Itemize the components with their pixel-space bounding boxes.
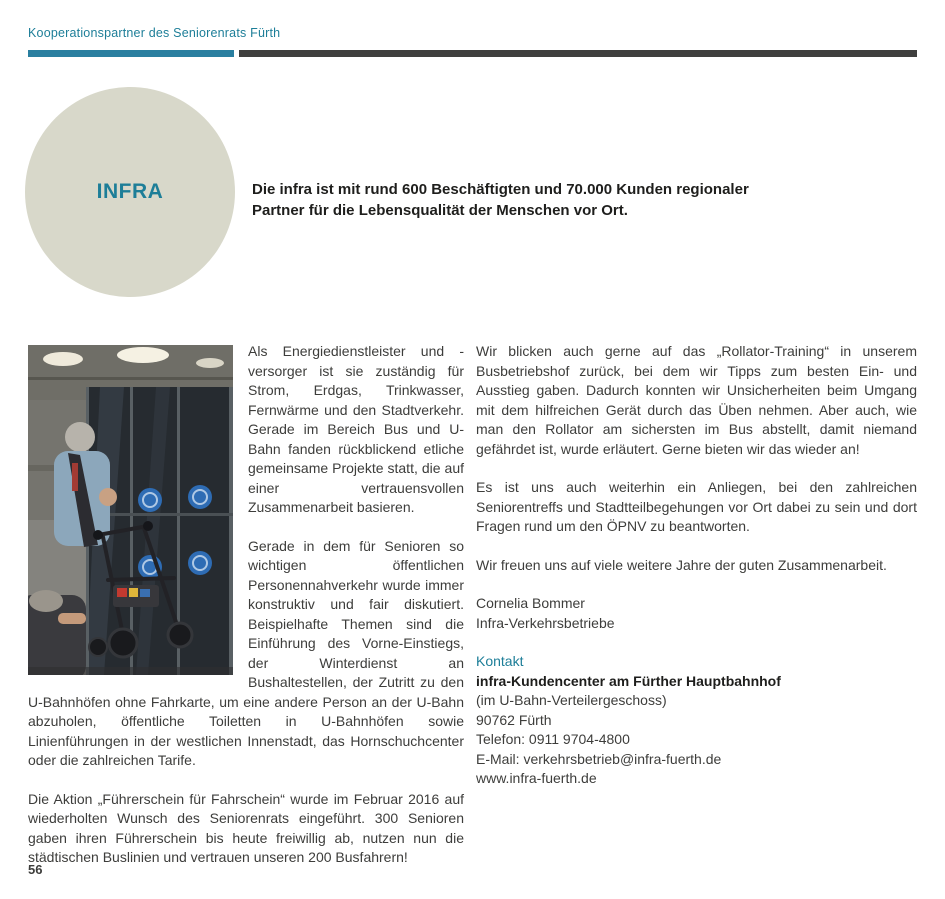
intro-text: Die infra ist mit rund 600 Beschäftigten und 70.000 Kunden regionaler Partner für die Lebensqualität der Menschen vor Ort. xyxy=(252,181,749,219)
rollator-training-photo xyxy=(28,345,233,675)
infra-logo-text: INFRA xyxy=(96,180,164,203)
page-number: 56 xyxy=(28,862,43,877)
contact-address-line: (im U-Bahn-Verteilergeschoss) xyxy=(476,692,667,708)
contact-website-link[interactable]: www.infra-fuerth.de xyxy=(476,770,597,786)
left-text-block xyxy=(28,342,464,887)
contact-org-name: infra-Kundencenter am Fürther Hauptbahnhof xyxy=(476,672,781,689)
contact-heading: Kontakt xyxy=(476,653,524,669)
paragraph: Es ist uns auch weiterhin ein Anliegen, bei den zahlreichen Seniorentreffs und Stadtteilbegehungen vor Ort dabei zu sein und dort Fragen rund um den ÖPNV zu beantworten. xyxy=(476,479,917,534)
header-rule-accent xyxy=(28,50,234,57)
header-rule-dark xyxy=(239,50,917,57)
infra-logo-circle xyxy=(25,87,235,297)
paragraph: Gerade in dem für Senioren so wichtigen öffentlichen Personennahverkehr wurde immer konstruktiv und fair diskutiert. Beispielhafte Themen sind die Einführung des Vorne-Einstiegs, der Winterdienst an Bushaltestellen, der Zutritt zu den U-Bahnhöfen ohne Fahrkarte, um eine andere Person an der U-Bahn abzuholen, öffentliche Toiletten in U-Bahnhöfen sowie Linienführungen in der westlichen Innenstadt, das Hornschuchcenter oder die zahlreichen Tarife. xyxy=(28,537,464,768)
paragraph: Wir blicken auch gerne auf das „Rollator-Training“ in unserem Busbetriebshof zurück, bei dem wir Tipps zum besten Ein- und Ausstieg gaben. Dadurch konnten wir Unsicherheiten beim Umgang mit dem hilfreichen Gerät durch das Üben nehmen. Aber auch, wie man den Rollator am sichersten im Bus abstellt, damit niemand gefährdet ist, wurde erläutert. Gerne bieten wir das wieder an! xyxy=(476,343,917,457)
signature-name: Cornelia Bommer xyxy=(476,595,585,611)
header-rule xyxy=(28,50,917,57)
paragraph: Die Aktion „Führerschein für Fahrschein“ wurde im Februar 2016 auf wiederholten Wunsch des Seniorenrats eingeführt. 300 Senioren gaben ihren Führerschein bis heute freiwillig ab, nutzen nun die städtischen Buslinien und vertrauen unseren 200 Busfahrern! xyxy=(28,790,464,865)
paragraph: Wir freuen uns auf viele weitere Jahre der guten Zusammenarbeit. xyxy=(476,556,887,573)
signature-org: Infra-Verkehrsbetriebe xyxy=(476,614,615,631)
contact-city-line: 90762 Fürth xyxy=(476,711,552,728)
contact-phone-line: Telefon: 0911 9704-4800 xyxy=(476,731,630,747)
right-text-block xyxy=(476,342,917,789)
page-header: Kooperationspartner des Seniorenrats Fürth xyxy=(28,26,281,40)
contact-email-link[interactable]: E-Mail: verkehrsbetrieb@infra-fuerth.de xyxy=(476,750,722,767)
paragraph: Als Energiedienstleister und -versorger ist sie zuständig für Strom, Erdgas, Trinkwasser, Fernwärme und den Stadtverkehr. Gerade im Bereich Bus und U-Bahn fanden rückblickend etliche gemeinsame Projekte statt, die auf einer vertrauensvollen Zusammenarbeit basieren. xyxy=(248,343,464,515)
contact-block xyxy=(476,652,917,789)
signature-block xyxy=(476,594,917,633)
